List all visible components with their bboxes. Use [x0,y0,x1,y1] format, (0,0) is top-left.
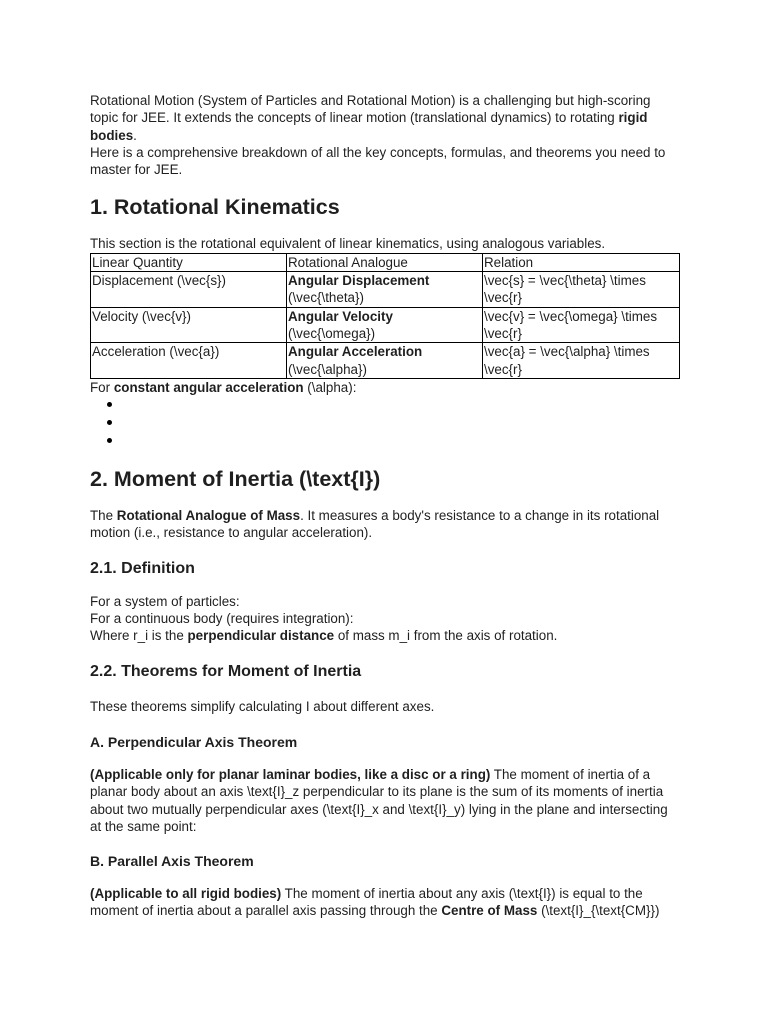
cell-symbol: (\vec{\alpha}) [288,361,367,377]
perpendicular-axis-heading: A. Perpendicular Axis Theorem [90,733,298,750]
section-2-intro [90,507,680,542]
intro-post: . It measures a body's resistance to a change in its rotational motion (i.e., resistance to angular acceleration). [90,508,660,541]
def-pre: Where r_i is the [90,628,188,644]
table-cell [287,307,483,343]
perp-bold: (Applicable only for planar laminar bodies, like a disc or a ring) [90,766,491,782]
par-bold: (Applicable to all rigid bodies) [90,886,282,902]
empty-bullet-list [90,396,680,450]
intro-paragraph [90,92,680,144]
table-cell: \vec{a} = \vec{\alpha} \times \vec{r} [483,343,680,379]
section-1-description: This section is the rotational equivalent of linear kinematics, using analogous variables. [90,236,606,252]
section-2-title: 2. Moment of Inertia (\text{I}) [90,467,381,492]
const-post: (\alpha): [303,379,357,395]
perp-text: The moment of inertia of a planar body about an axis \text{I}_z perpendicular to its plane is the sum of its moments of inertia about two mutually perpendicular axes (\text{I}_x and \text{I}_y) lying in the plane and intersecting at the same point: [90,766,668,834]
constant-acceleration-line [90,379,680,396]
table-cell: Acceleration (\vec{a}) [91,343,287,379]
par-text-2: (\text{I}_{\text{CM}}) [537,903,660,919]
list-item [90,432,680,450]
table-header-row [91,253,680,271]
intro-bold: rigid bodies [90,110,648,143]
table-header-cell: Linear Quantity [91,253,287,271]
definition-line-2: For a continuous body (requires integration): [90,611,354,627]
theorems-description: These theorems simplify calculating I about different axes. [90,698,435,714]
table-cell: \vec{v} = \vec{\omega} \times \vec{r} [483,307,680,343]
const-pre: For [90,379,114,395]
intro-text: Rotational Motion (System of Particles and Rotational Motion) is a challenging but high-scoring topic for JEE. It extends the concepts of linear motion (translational dynamics) to rotating [90,93,651,126]
def-post: of mass m_i from the axis of rotation. [334,628,558,644]
document-content [90,92,680,920]
parallel-axis-text [90,885,680,920]
table-cell [287,272,483,308]
par-text: The moment of inertia about any axis (\text{I}) is equal to the moment of inertia about a parallel axis passing through the [90,886,643,919]
intro-paragraph-2: Here is a comprehensive breakdown of all the key concepts, formulas, and theorems you need to master for JEE. [90,144,666,178]
table-header-cell: Rotational Analogue [287,253,483,271]
par-bold-2: Centre of Mass [441,903,538,919]
parallel-axis-heading: B. Parallel Axis Theorem [90,853,254,870]
section-1-title: 1. Rotational Kinematics [90,195,340,220]
table-row [91,343,680,379]
perpendicular-axis-text [90,766,680,835]
intro-pre: The [90,508,117,524]
table-cell [287,343,483,379]
table-header-cell: Relation [483,253,680,271]
cell-bold: Angular Displacement [288,273,430,289]
kinematics-table [90,253,680,379]
definition-heading: 2.1. Definition [90,559,195,577]
intro-bold: Rotational Analogue of Mass [116,508,301,524]
cell-bold: Angular Velocity [288,308,393,324]
cell-bold: Angular Acceleration [288,344,423,360]
table-cell: Velocity (\vec{v}) [91,307,287,343]
def-bold: perpendicular distance [187,628,335,644]
cell-symbol: (\vec{\theta}) [288,290,364,306]
table-row [91,307,680,343]
intro-end: . [133,127,137,143]
list-item [90,396,680,414]
table-cell: \vec{s} = \vec{\theta} \times \vec{r} [483,272,680,308]
list-item [90,414,680,432]
const-bold: constant angular acceleration [113,379,304,395]
table-cell: Displacement (\vec{s}) [91,272,287,308]
theorems-heading: 2.2. Theorems for Moment of Inertia [90,662,362,680]
cell-symbol: (\vec{\omega}) [288,325,376,341]
definition-line-3 [90,627,680,644]
table-row [91,272,680,308]
definition-line-1: For a system of particles: [90,593,240,609]
